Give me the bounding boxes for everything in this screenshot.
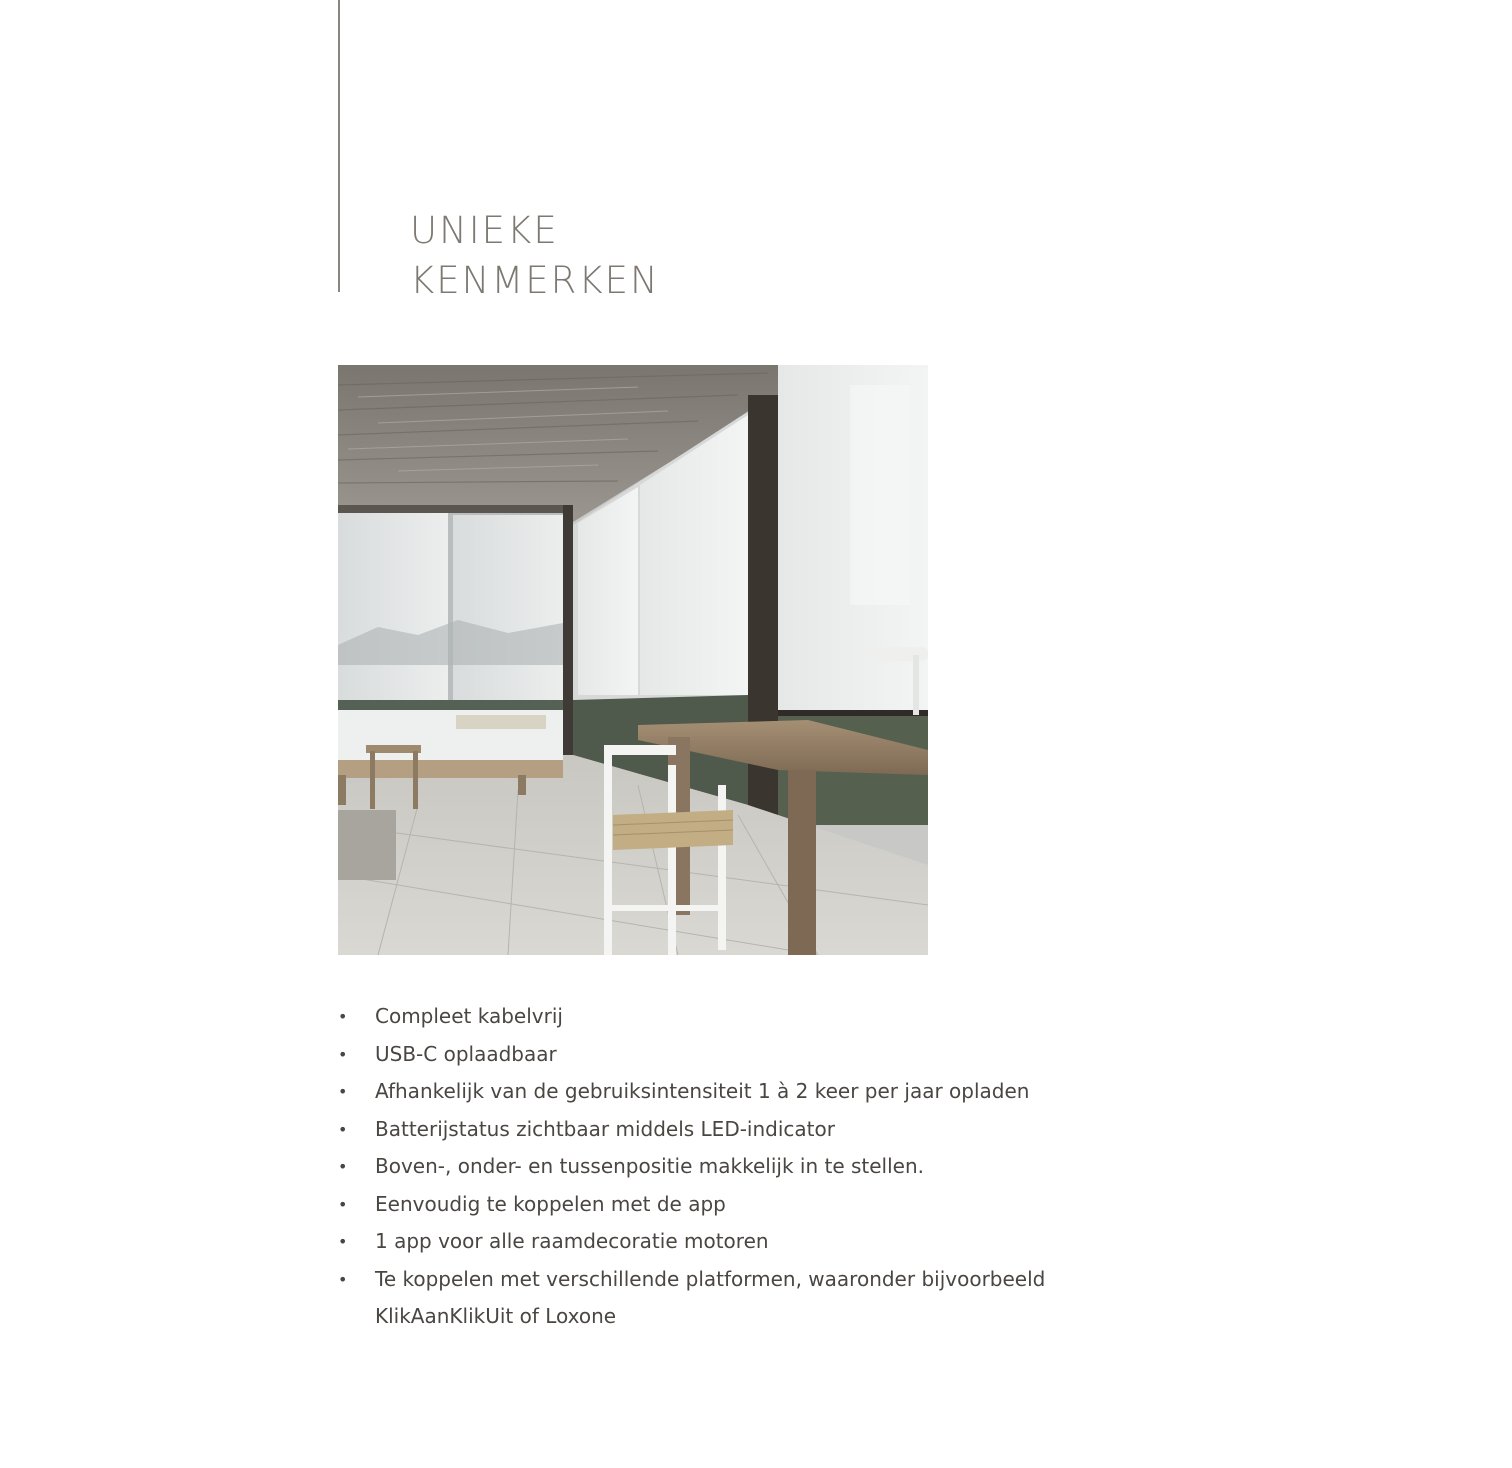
bullet-icon: • (338, 1157, 348, 1176)
list-item (338, 1036, 1098, 1074)
bullet-icon: • (338, 1044, 348, 1064)
bullet-icon: • (338, 1119, 348, 1139)
list-item-text: Te koppelen met verschillende platformen, waaronder bijvoorbeeld KlikAanKlikUit of Loxone (375, 1266, 1046, 1328)
bullet-icon: • (338, 1269, 348, 1289)
room-photo (338, 365, 928, 955)
list-item (338, 998, 1098, 1036)
list-item-text: 1 app voor alle raamdecoratie motoren (375, 1229, 769, 1253)
list-item-text: Compleet kabelvrij (375, 1004, 563, 1028)
list-item (338, 1073, 1098, 1111)
page-title (410, 206, 660, 306)
bullet-icon: • (338, 1232, 348, 1251)
list-item (338, 1148, 1098, 1186)
list-item-text: Afhankelijk van de gebruiksintensiteit 1 à 2 keer per jaar opladen (375, 1079, 1030, 1103)
list-item-text: Boven-, onder- en tussenpositie makkelijk in te stellen. (375, 1154, 924, 1178)
list-item-text: Batterijstatus zichtbaar middels LED-indicator (375, 1116, 835, 1141)
list-item (338, 1223, 1098, 1261)
feature-list (338, 998, 1098, 1336)
bullet-icon: • (338, 1082, 348, 1101)
list-item-text: Eenvoudig te koppelen met de app (375, 1191, 726, 1216)
bullet-icon: • (338, 1007, 348, 1026)
vertical-rule (338, 0, 340, 292)
list-item-text: USB-C oplaadbaar (375, 1041, 557, 1066)
bullet-icon: • (338, 1194, 348, 1214)
page-title-line-2: KENMERKEN (410, 259, 660, 302)
list-item (338, 1111, 1098, 1149)
list-item (338, 1261, 1098, 1336)
list-item (338, 1186, 1098, 1224)
page-title-line-1: UNIEKE (410, 209, 559, 252)
